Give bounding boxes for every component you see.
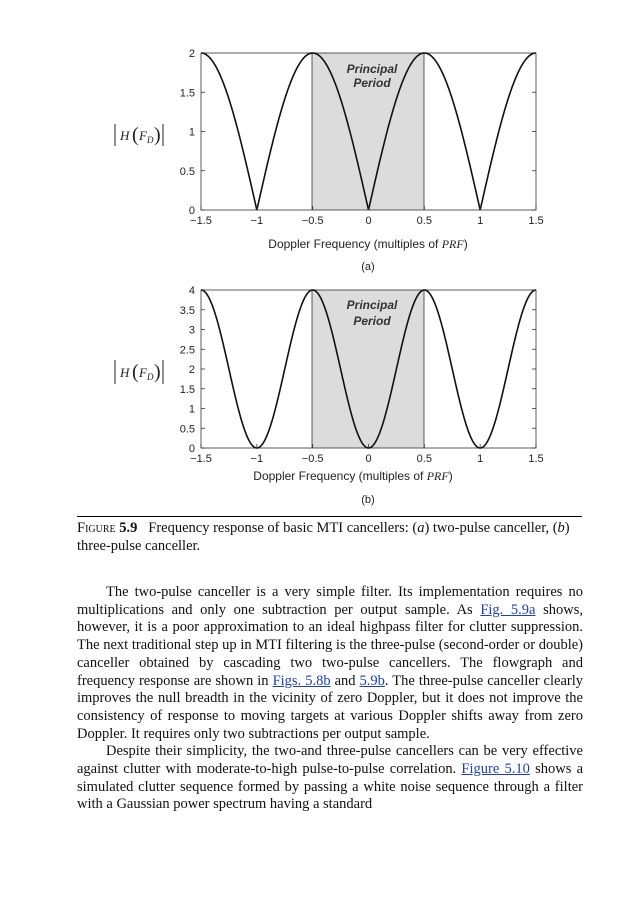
y-tick-label: 4 (188, 285, 195, 297)
x-tick-label: −0.5 (301, 453, 324, 465)
link-fig-5-9a[interactable]: Fig. 5.9a (480, 601, 536, 618)
x-axis-label: Doppler Frequency (multiples of PRF) (253, 469, 453, 483)
x-tick-label: −1.5 (190, 215, 212, 227)
x-tick-label: 1 (477, 215, 484, 227)
link-figs-5-8b[interactable]: Figs. 5.8b (272, 672, 331, 689)
svg-text:F: F (139, 365, 147, 380)
x-tick-label: 1 (477, 453, 484, 465)
x-tick-label: −1 (250, 215, 264, 227)
x-tick-label: 0 (365, 215, 372, 227)
y-tick-label: 2 (188, 364, 195, 376)
y-tick-label: 0 (188, 443, 195, 455)
svg-text:H: H (120, 365, 130, 380)
x-tick-label: 0.5 (416, 453, 432, 465)
paragraph-2: Despite their simplicity, the two-and three-pulse cancellers can be very effective against clutter with moderate-to-high pulse-to-pulse correlation. Figure 5.10 shows a simulated clutter sequence formed by passing a white noise sequence through a filter with a Gaussian power spectrum having a standard (77, 743, 583, 813)
svg-text:): ) (154, 124, 161, 146)
y-tick-label: 0.5 (179, 165, 195, 178)
y-tick-label: 0.5 (179, 423, 195, 436)
y-tick-label: 1 (188, 403, 195, 416)
y-tick-label: 0 (188, 205, 195, 217)
caption-figure-word: Figure (77, 520, 116, 536)
caption-text: ) two-pulse canceller, ( (424, 520, 558, 536)
y-tick-label: 1.5 (179, 87, 195, 100)
svg-text:F: F (139, 128, 147, 143)
caption-figure-number: 5.9 (119, 520, 138, 536)
svg-text:D: D (147, 372, 154, 382)
caption-text: a (417, 520, 425, 536)
x-tick-label: −1 (250, 453, 264, 465)
y-tick-label: 2 (188, 48, 195, 60)
caption-text: b (557, 520, 565, 536)
svg-text:H: H (120, 128, 130, 143)
y-axis-label (115, 360, 163, 384)
svg-text:): ) (154, 361, 161, 383)
x-tick-label: 0.5 (416, 215, 432, 227)
annotation-period: Period (353, 314, 391, 328)
svg-text:D: D (147, 135, 154, 145)
x-axis-label: Doppler Frequency (multiples of PRF) (268, 237, 468, 251)
link-figure-5-10[interactable]: Figure 5.10 (461, 761, 530, 778)
figure-caption (77, 516, 582, 555)
y-tick-label: 2.5 (179, 344, 195, 357)
annotation-principal: Principal (346, 298, 398, 312)
paragraph-1: The two-pulse canceller is a very simple filter. Its implementation requires no multiplications and only one subtraction per output sample. As Fig. 5.9a shows, however, it is a poor approximation to an ideal highpass filter for clutter suppression. The next traditional step up in MTI filtering is the three-pulse (second-order or double) canceller obtained by cascading two two-pulse cancellers. The flowgraph and frequency response are shown in Figs. 5.8b and 5.9b. The three-pulse canceller clearly improves the null breadth in the vicinity of zero Doppler, but it does not improve the consistency of response to moving targets at various Doppler shifts away from zero Doppler. It requires only two subtractions per output sample. (77, 584, 584, 742)
x-tick-label: −1.5 (190, 453, 212, 465)
sublabel-a: (a) (361, 261, 375, 273)
y-tick-label: 1 (188, 126, 195, 139)
sublabel-b: (b) (361, 494, 375, 506)
y-tick-label: 1.5 (179, 383, 195, 396)
y-tick-label: 3 (188, 324, 195, 337)
svg-text:(: ( (132, 124, 139, 146)
annotation-period: Period (353, 76, 391, 90)
x-tick-label: 0 (365, 453, 372, 465)
caption-text: Frequency response of basic MTI cancellers: ( (148, 520, 418, 536)
annotation-principal: Principal (346, 62, 398, 76)
caption-text: ) three-pulse canceller. (77, 520, 570, 554)
x-tick-label: −0.5 (301, 215, 324, 227)
body-text (77, 584, 583, 814)
x-tick-label: 1.5 (528, 453, 544, 465)
y-tick-label: 3.5 (179, 304, 195, 317)
svg-text:(: ( (132, 361, 139, 383)
link-5-9b[interactable]: 5.9b (359, 672, 385, 689)
x-tick-label: 1.5 (528, 215, 544, 227)
